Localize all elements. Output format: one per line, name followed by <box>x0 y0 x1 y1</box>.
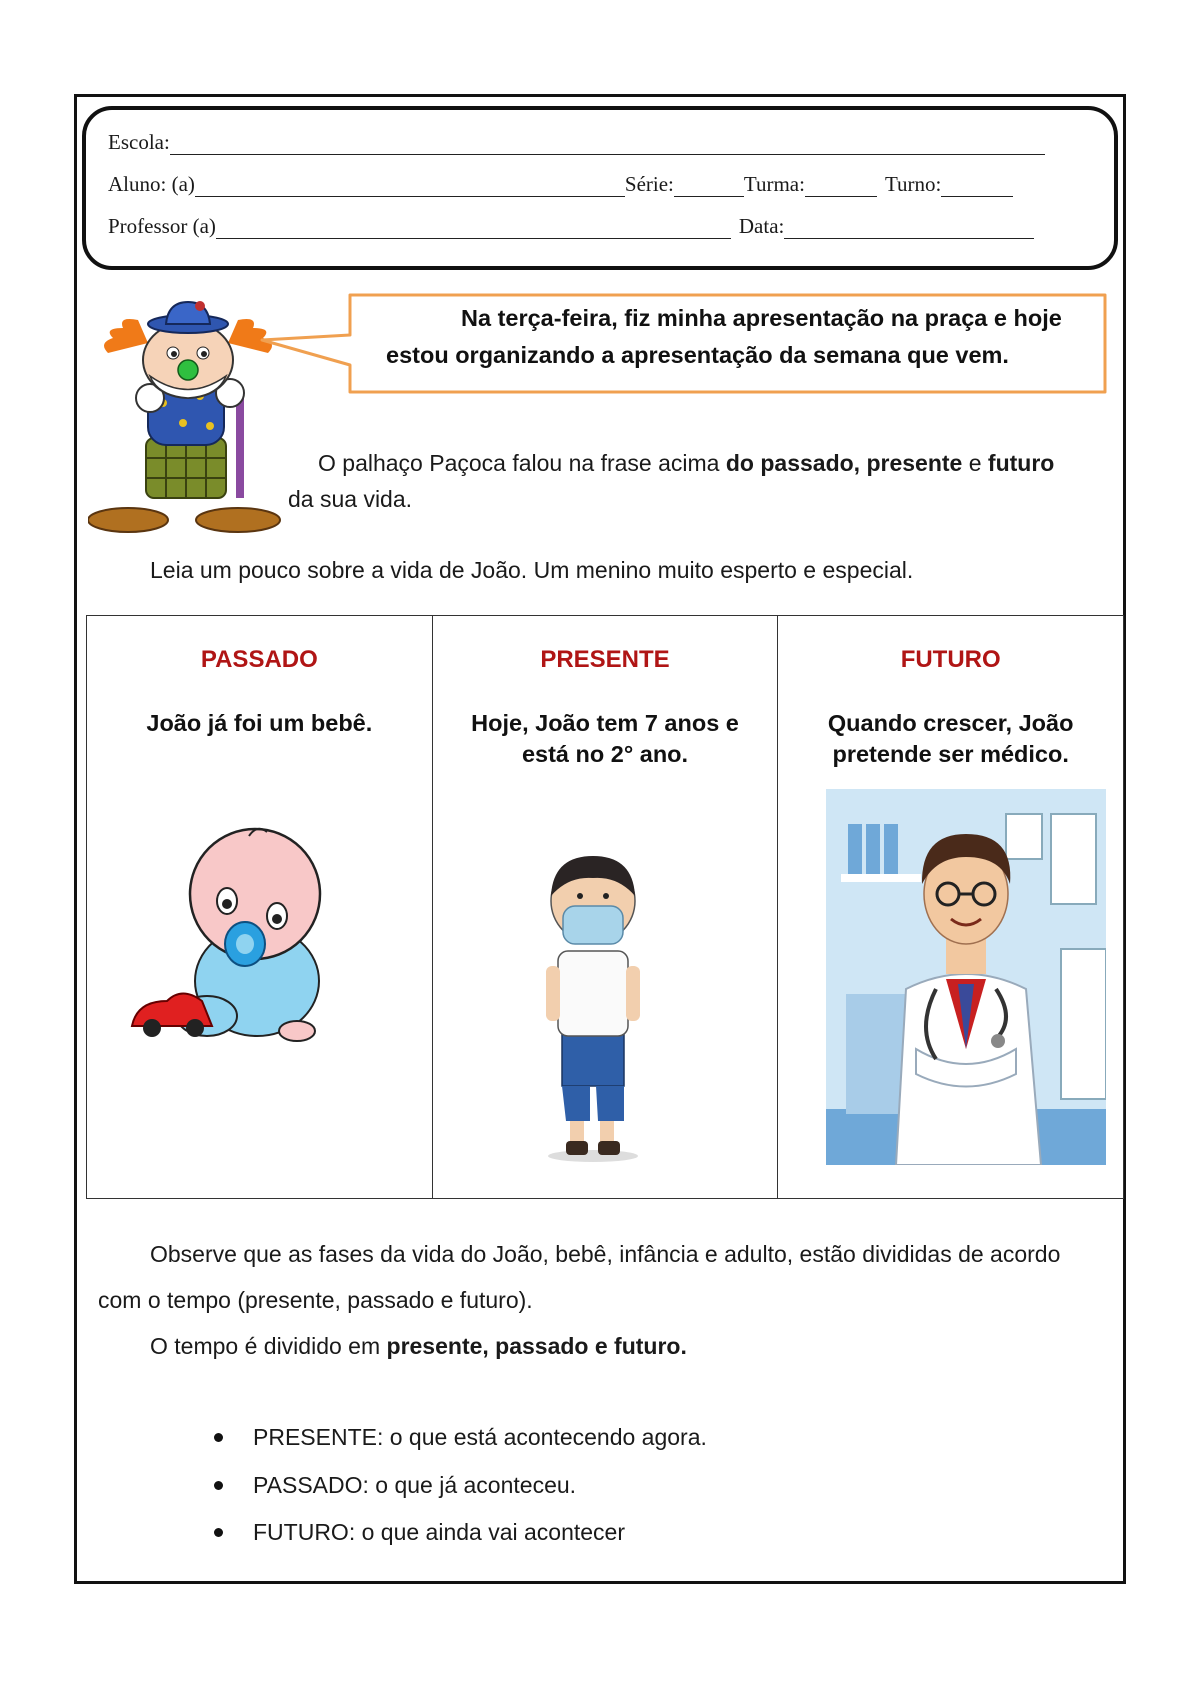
professor-field[interactable] <box>216 220 731 239</box>
column-title: FUTURO <box>900 646 1001 673</box>
turma-label: Turma: <box>743 172 805 196</box>
escola-field[interactable] <box>170 136 1045 155</box>
schoolboy-illustration <box>538 836 648 1166</box>
intro-line-1: O palhaço Paçoca falou na frase acima do passado, presente e futuro <box>318 450 1055 476</box>
tempo-line: O tempo é dividido em presente, passado e futuro. <box>150 1333 687 1359</box>
data-field[interactable] <box>784 220 1034 239</box>
tempo-bold: presente, passado e futuro. <box>386 1333 687 1359</box>
intro-line-2: da sua vida. <box>288 486 413 512</box>
column-presente <box>433 616 779 1198</box>
definitions-list <box>210 1414 707 1557</box>
serie-field[interactable] <box>674 178 744 197</box>
intro-bold-2: futuro <box>987 450 1055 476</box>
column-title: PASSADO <box>200 646 318 673</box>
bullet-icon <box>214 1433 223 1442</box>
speech-line-1: Na terça-feira, fiz minha apresentação na praça e hoje <box>461 305 1062 331</box>
turma-field[interactable] <box>805 178 877 197</box>
list-item: FUTURO: o que ainda vai acontecer <box>210 1509 707 1557</box>
data-label: Data: <box>738 214 785 238</box>
professor-row <box>108 214 1034 239</box>
observe-line-1: Observe que as fases da vida do João, bebê, infância e adulto, estão divididas de acordo <box>150 1241 1061 1267</box>
clown-illustration <box>88 298 288 538</box>
read-line: Leia um pouco sobre a vida de João. Um menino muito esperto e especial. <box>150 557 914 583</box>
bullet-icon <box>214 1481 223 1490</box>
doctor-illustration <box>826 789 1106 1165</box>
serie-label: Série: <box>624 172 674 196</box>
aluno-row <box>108 172 1013 197</box>
intro-bold-1: do passado, presente <box>725 450 963 476</box>
column-text: Quando crescer, João pretende ser médico. <box>827 710 1074 767</box>
professor-label: Professor (a) <box>108 214 216 238</box>
speech-bubble-text <box>386 300 1106 374</box>
column-futuro <box>778 616 1123 1198</box>
header-form <box>82 106 1118 270</box>
observe-line-2: com o tempo (presente, passado e futuro). <box>98 1287 533 1313</box>
baby-illustration <box>127 816 347 1046</box>
escola-row <box>108 130 1045 155</box>
turno-label: Turno: <box>884 172 942 196</box>
aluno-label: Aluno: (a) <box>108 172 195 196</box>
list-item: PASSADO: o que já aconteceu. <box>210 1462 707 1510</box>
column-text: Hoje, João tem 7 anos e está no 2° ano. <box>471 710 739 767</box>
list-item: PRESENTE: o que está acontecendo agora. <box>210 1414 707 1462</box>
bullet-icon <box>214 1528 223 1537</box>
timeline-table <box>86 615 1124 1199</box>
turno-field[interactable] <box>941 178 1013 197</box>
column-title: PRESENTE <box>540 646 670 673</box>
aluno-field[interactable] <box>195 178 625 197</box>
column-text: João já foi um bebê. <box>146 710 373 736</box>
escola-label: Escola: <box>108 130 170 154</box>
speech-line-2: estou organizando a apresentação da semana que vem. <box>386 342 1009 368</box>
column-passado <box>87 616 433 1198</box>
